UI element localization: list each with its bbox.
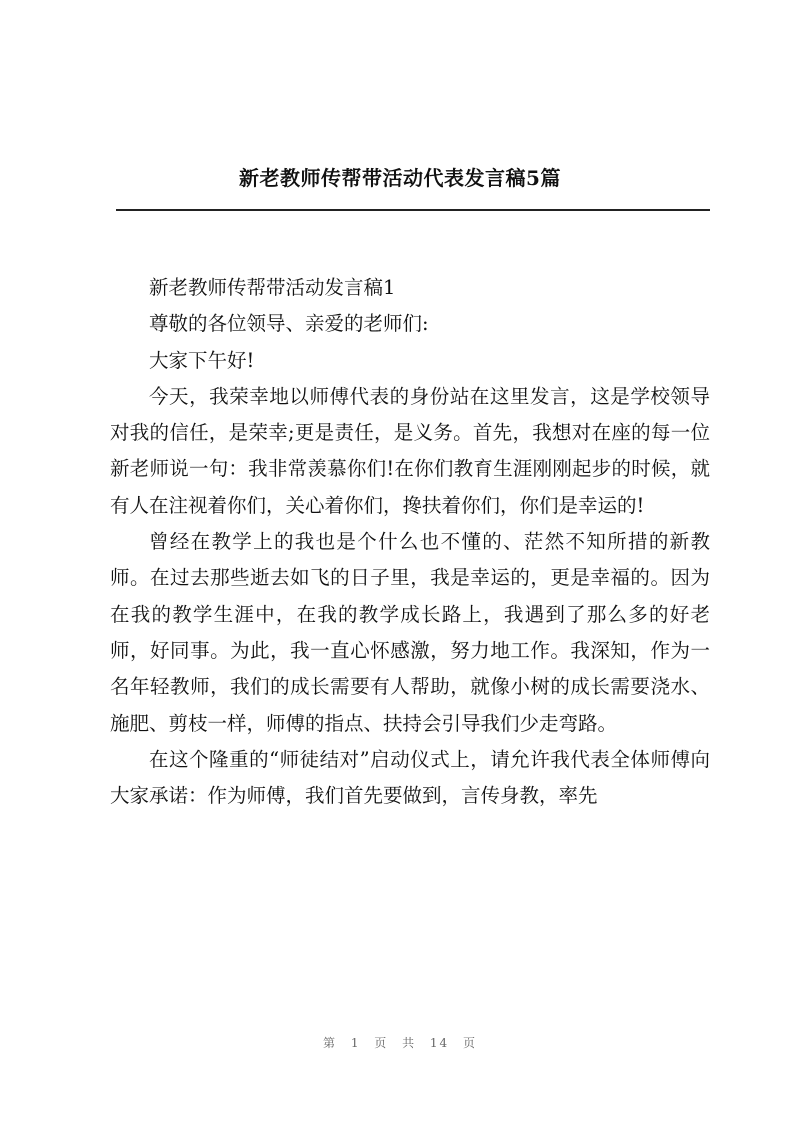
body-paragraph: 新老教师传帮带活动发言稿1 bbox=[149, 276, 396, 299]
body-paragraph: 在这个隆重的“师徒结对”启动仪式上，请允许我代表全体师傅向大家承诺：作为师傅，我们首先要做到，言传身教，率先 bbox=[110, 747, 710, 808]
body-paragraph: 尊敬的各位领导、亲爱的老师们: bbox=[149, 312, 429, 336]
document-body bbox=[110, 270, 710, 814]
document-title: 新老教师传帮带活动代表发言稿5篇 bbox=[239, 166, 561, 190]
page-number-footer: 第 1 页 共 14 页 bbox=[323, 1036, 477, 1050]
body-paragraph: 大家下午好! bbox=[149, 348, 255, 372]
body-paragraph: 今天，我荣幸地以师傅代表的身份站在这里发言，这是学校领导对我的信任，是荣幸;更是责任，是义务。首先，我想对在座的每一位新老师说一句：我非常羡慕你们!在你们教育生涯刚刚起步的时候，就有人在注视着你们，关心着你们，搀扶着你们，你们是幸运的! bbox=[110, 384, 710, 517]
body-paragraph: 曾经在教学上的我也是个什么也不懂的、茫然不知所措的新教师。在过去那些逝去如飞的日子里，我是幸运的，更是幸福的。因为在我的教学生涯中，在我的教学成长路上，我遇到了那么多的好老师，好同事。为此，我一直心怀感激，努力地工作。我深知，作为一名年轻教师，我们的成长需要有人帮助，就像小树的成长需要浇水、施肥、剪枝一样，师傅的指点、扶持会引导我们少走弯路。 bbox=[110, 530, 710, 735]
title-underline bbox=[116, 209, 710, 211]
